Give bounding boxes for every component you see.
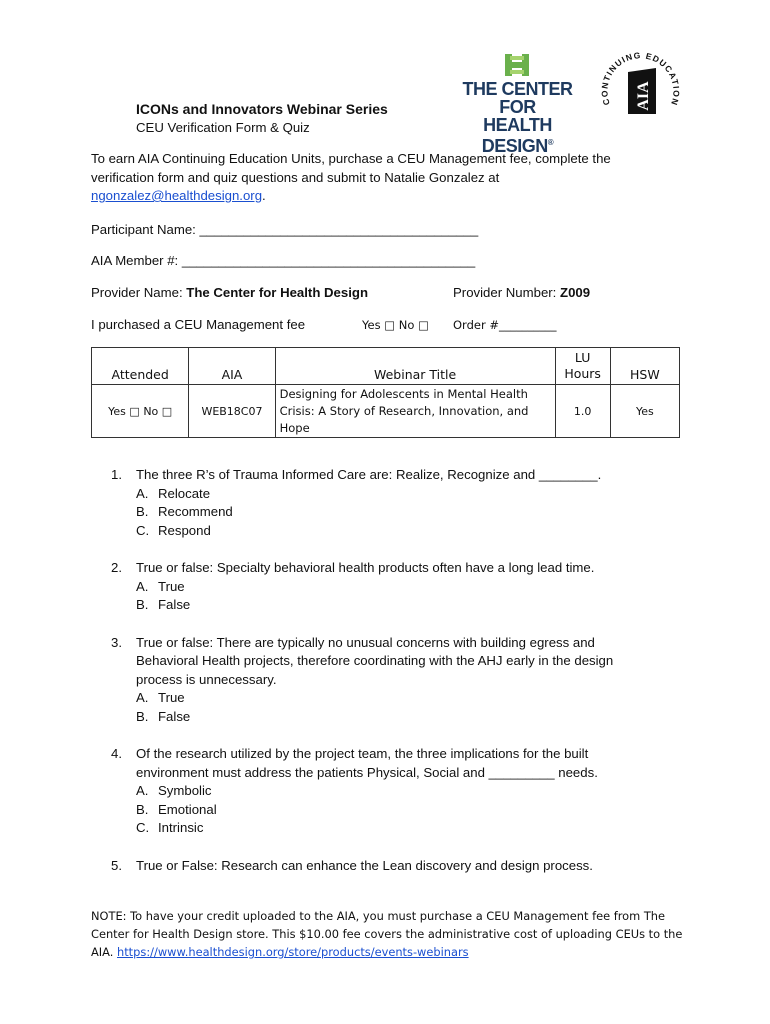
option-letter: A.: [136, 690, 149, 705]
answer-option[interactable]: [136, 578, 691, 597]
note-line-3: AIA. https://www.healthdesign.org/store/products/events-webinars: [91, 945, 469, 959]
answer-option[interactable]: [136, 596, 691, 615]
option-letter: B.: [136, 801, 149, 817]
logo-line-1: THE CENTER FOR: [462, 79, 573, 117]
question-number: 2.: [111, 560, 122, 575]
answer-option[interactable]: [136, 819, 691, 838]
answer-option[interactable]: [136, 522, 691, 541]
aia-member-field[interactable]: AIA Member #: ________________________________________: [91, 253, 476, 268]
col-aia: AIA: [189, 348, 275, 385]
option-text: Emotional: [158, 801, 217, 817]
option-letter: C.: [136, 820, 150, 835]
answer-option[interactable]: [136, 782, 691, 801]
participant-name-field[interactable]: Participant Name: ______________________________________: [91, 222, 479, 237]
center-for-health-design-logo-text: [455, 80, 580, 155]
aia-code-cell: WEB18C07: [189, 385, 275, 438]
answer-option[interactable]: [136, 689, 691, 708]
option-text: Symbolic: [158, 783, 212, 798]
option-text: Relocate: [158, 485, 211, 501]
table-header-row: [92, 348, 680, 385]
quiz-question: [111, 857, 691, 876]
question-text: Of the research utilized by the project team, the three implications for the built: [136, 746, 589, 761]
quiz-question: [111, 634, 691, 727]
logo-line-2: HEALTH DESIGN®: [481, 115, 554, 156]
note: [91, 907, 691, 961]
order-number-field[interactable]: Order #__________: [453, 318, 557, 332]
question-text: True or false: Specialty behavioral health products often have a long lead time.: [136, 560, 595, 575]
option-text: Respond: [158, 522, 211, 538]
intro-paragraph: To earn AIA Continuing Education Units, purchase a CEU Management fee, complete the verification form and quiz questions and submit to Natalie Gonzalez at ngonzalez@healthdesign.org.: [91, 151, 611, 203]
col-webinar-title: Webinar Title: [275, 348, 555, 385]
note-line-2: Center for Health Design store. This $10.00 fee covers the administrative cost of uploading CEUs to the: [91, 927, 683, 941]
option-text: Intrinsic: [158, 820, 204, 835]
option-letter: A.: [136, 783, 149, 798]
answer-option[interactable]: [136, 503, 691, 522]
seal-text: CONTINUING EDUCATION: [599, 50, 682, 108]
ceu-no-checkbox[interactable]: □: [418, 318, 429, 332]
quiz-question: [111, 745, 691, 838]
question-number: 5.: [111, 857, 122, 873]
option-text: False: [158, 597, 191, 612]
answer-option[interactable]: [136, 801, 691, 820]
option-letter: A.: [136, 485, 149, 501]
lu-hours-cell: 1.0: [555, 385, 610, 438]
option-letter: B.: [136, 597, 149, 612]
page-subtitle: CEU Verification Form & Quiz: [136, 120, 310, 135]
option-text: Recommend: [158, 504, 233, 519]
attended-no-checkbox[interactable]: □: [161, 404, 173, 418]
ceu-purchase-choice[interactable]: Yes □ No □: [362, 318, 429, 332]
provider-name: Provider Name: The Center for Health Design: [91, 285, 369, 300]
option-letter: A.: [136, 578, 149, 594]
col-hsw: HSW: [610, 348, 679, 385]
webinar-title-cell: Designing for Adolescents in Mental Health Crisis: A Story of Research, Innovation, and Hope: [275, 385, 555, 438]
aia-mark: AIA: [635, 81, 652, 111]
option-letter: C.: [136, 522, 150, 538]
option-text: True: [158, 690, 185, 705]
quiz-question: [111, 466, 691, 540]
attended-yes-checkbox[interactable]: □: [129, 404, 140, 418]
col-attended: Attended: [92, 348, 189, 385]
question-number: 4.: [111, 746, 122, 761]
attended-cell[interactable]: Yes □ No □: [92, 385, 189, 438]
question-text: environment must address the patients Physical, Social and _________ needs.: [136, 764, 598, 780]
email-link[interactable]: ngonzalez@healthdesign.org: [91, 188, 263, 203]
answer-option[interactable]: [136, 708, 691, 727]
store-link[interactable]: https://www.healthdesign.org/store/products/events-webinars: [117, 945, 469, 959]
question-text: True or false: There are typically no unusual concerns with building egress and: [136, 634, 595, 650]
page-title: ICONs and Innovators Webinar Series: [136, 101, 388, 117]
hsw-cell: Yes: [610, 385, 679, 438]
provider-number: Provider Number: Z009: [453, 285, 591, 300]
webinar-table: [91, 347, 680, 438]
option-text: True: [158, 578, 185, 594]
ceu-yes-checkbox[interactable]: □: [384, 318, 396, 332]
question-text: process is unnecessary.: [136, 671, 277, 687]
option-letter: B.: [136, 504, 149, 519]
option-text: False: [158, 708, 191, 724]
option-letter: B.: [136, 708, 149, 724]
question-number: 3.: [111, 634, 122, 650]
col-lu-hours: LU Hours: [555, 348, 610, 385]
intro-text: To earn AIA Continuing Education Units, purchase a CEU Management fee, complete the verification form and quiz questions and submit to Natalie Gonzalez at: [91, 151, 611, 185]
question-number: 1.: [111, 467, 122, 482]
note-line-1: NOTE: To have your credit uploaded to the AIA, you must purchase a CEU Management fee from The: [91, 909, 666, 923]
question-text: True or False: Research can enhance the Lean discovery and design process.: [136, 857, 593, 873]
table-row: [92, 385, 680, 438]
quiz-question: [111, 559, 691, 615]
aia-continuing-education-seal: [596, 44, 682, 130]
question-text: Behavioral Health projects, therefore coordinating with the AHJ early in the design: [136, 653, 614, 668]
answer-option[interactable]: [136, 485, 691, 504]
quiz: [111, 466, 691, 894]
ceu-purchase-label: I purchased a CEU Management fee: [91, 317, 306, 332]
question-text: The three R’s of Trauma Informed Care are: Realize, Recognize and ________.: [136, 467, 602, 482]
